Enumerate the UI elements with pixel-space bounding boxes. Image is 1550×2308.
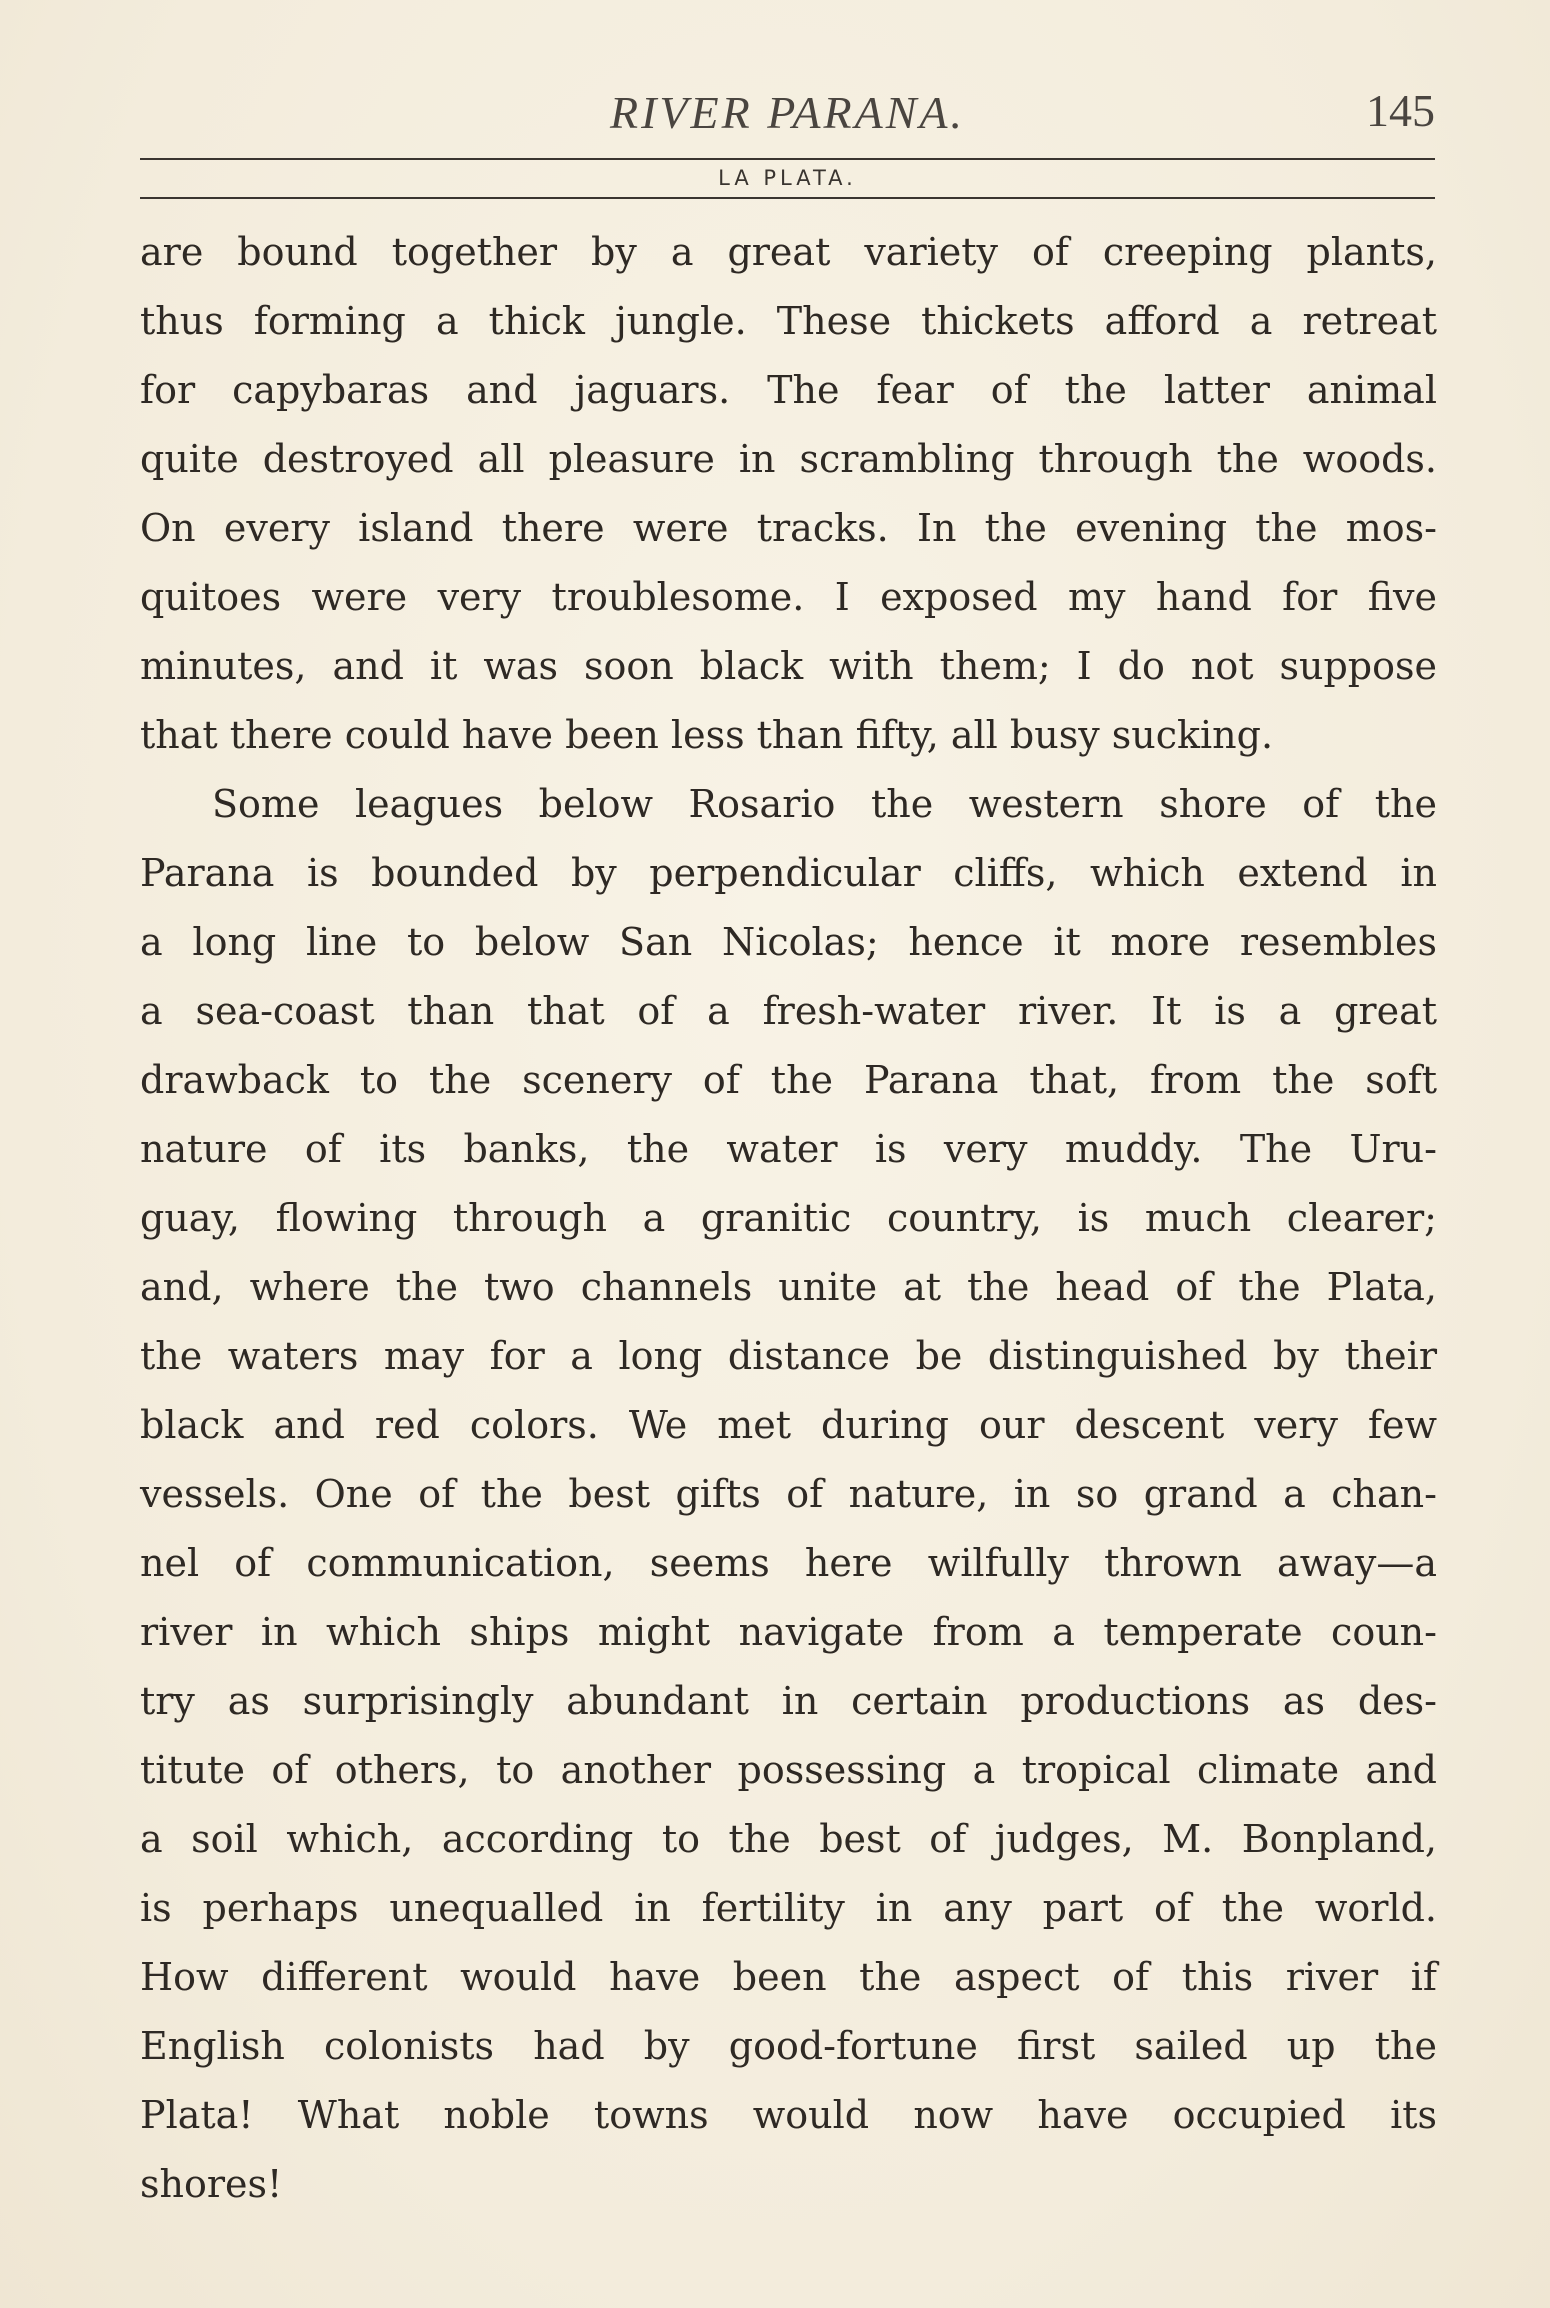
text-line: quitoes were very troublesome. I exposed my hand for five <box>140 575 1437 619</box>
body-text <box>140 218 1437 2219</box>
text-line: and, where the two channels unite at the head of the Plata, <box>140 1265 1437 1309</box>
text-line: is perhaps unequalled in fertility in any part of the world. <box>140 1886 1437 1930</box>
text-line: Parana is bounded by perpendicular cliffs, which extend in <box>140 851 1437 895</box>
text-line: drawback to the scenery of the Parana that, from the soft <box>140 1058 1437 1102</box>
text-line: a sea-coast than that of a fresh-water river. It is a great <box>140 989 1437 1033</box>
text-line: a soil which, according to the best of judges, M. Bonpland, <box>140 1817 1437 1861</box>
text-line: vessels. One of the best gifts of nature, in so grand a chan- <box>140 1472 1437 1516</box>
text-line: are bound together by a great variety of creeping plants, <box>140 230 1437 274</box>
text-line: a long line to below San Nicolas; hence it more resembles <box>140 920 1437 964</box>
text-line: try as surprisingly abundant in certain productions as des- <box>140 1679 1437 1723</box>
text-line: nature of its banks, the water is very muddy. The Uru- <box>140 1127 1437 1171</box>
text-line: guay, flowing through a granitic country, is much clearer; <box>140 1196 1437 1240</box>
running-head <box>140 78 1435 148</box>
text-line: river in which ships might navigate from a temperate coun- <box>140 1610 1437 1654</box>
text-line: for capybaras and jaguars. The fear of the latter animal <box>140 368 1437 412</box>
running-title: RIVER PARANA. <box>610 87 965 138</box>
text-line: that there could have been less than fifty, all busy sucking. <box>140 713 1274 757</box>
section-heading: LA PLATA. <box>718 166 857 190</box>
text-line: shores! <box>140 2162 283 2206</box>
text-line: nel of communication, seems here wilfully thrown away—a <box>140 1541 1437 1585</box>
text-line: Plata! What noble towns would now have occupied its <box>140 2093 1437 2137</box>
paragraph-start-line: Some leagues below Rosario the western shore of the <box>212 782 1437 826</box>
text-line: black and red colors. We met during our descent very few <box>140 1403 1437 1447</box>
text-line: How different would have been the aspect of this river if <box>140 1955 1437 1999</box>
text-line: On every island there were tracks. In the evening the mos- <box>140 506 1437 550</box>
text-line: quite destroyed all pleasure in scrambling through the woods. <box>140 437 1437 481</box>
header-rule-bottom <box>140 197 1435 199</box>
text-line: minutes, and it was soon black with them; I do not suppose <box>140 644 1437 688</box>
text-line: the waters may for a long distance be distinguished by their <box>140 1334 1437 1378</box>
text-line: English colonists had by good-fortune first sailed up the <box>140 2024 1437 2068</box>
header-rule-top <box>140 158 1435 160</box>
text-line: thus forming a thick jungle. These thickets afford a retreat <box>140 299 1437 343</box>
text-line: titute of others, to another possessing a tropical climate and <box>140 1748 1437 1792</box>
page-number: 145 <box>1366 85 1435 136</box>
